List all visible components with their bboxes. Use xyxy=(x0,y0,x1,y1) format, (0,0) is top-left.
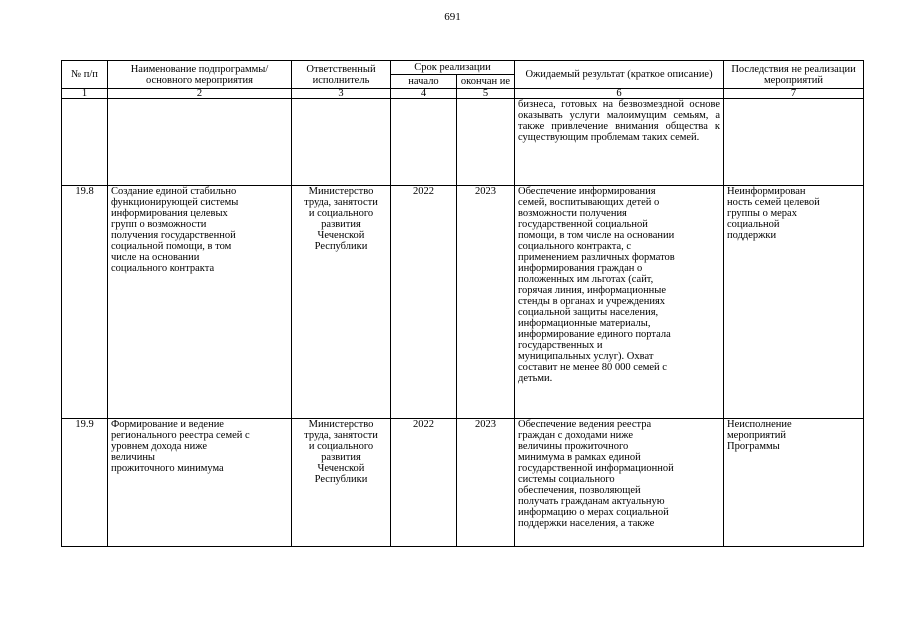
row-num: 19.8 xyxy=(62,186,108,419)
row-num: 19.9 xyxy=(62,419,108,547)
row-consequences: Неисполнение мероприятий Программы xyxy=(724,419,864,547)
header-executor: Ответственный исполнитель xyxy=(292,61,391,89)
column-number: 5 xyxy=(457,89,515,99)
table-row-19-8 xyxy=(62,186,864,419)
column-number: 7 xyxy=(724,89,864,99)
row-start: 2022 xyxy=(391,419,457,547)
header-name: Наименование подпрограммы/ основного мероприятия xyxy=(108,61,292,89)
row-name xyxy=(108,99,292,186)
row-consequences xyxy=(724,99,864,186)
header-term: Срок реализации xyxy=(391,61,515,75)
row-executor: Министерство труда, занятости и социального развития Чеченской Республики xyxy=(292,186,391,419)
row-executor: Министерство труда, занятости и социального развития Чеченской Республики xyxy=(292,419,391,547)
header-consequences: Последствия не реализации мероприятий xyxy=(724,61,864,89)
page-number: 691 xyxy=(444,11,461,23)
row-executor xyxy=(292,99,391,186)
row-result: бизнеса, готовых на безвозмездной основе оказывать услуги малоимущим семьям, а также привлечение внимания общества к существующим проблемам таких семей. xyxy=(515,99,724,186)
column-number-row xyxy=(62,89,864,99)
row-consequences: Неинформирован ность семей целевой группы о мерах социальной поддержки xyxy=(724,186,864,419)
column-number: 1 xyxy=(62,89,108,99)
column-number: 3 xyxy=(292,89,391,99)
row-end: 2023 xyxy=(457,419,515,547)
row-num xyxy=(62,99,108,186)
header-num: № п/п xyxy=(62,61,108,89)
row-start: 2022 xyxy=(391,186,457,419)
table-row-continuation xyxy=(62,99,864,186)
program-table xyxy=(61,60,864,547)
row-result: Обеспечение информирования семей, воспитывающих детей о возможности получения государственной социальной помощи, в том числе на основании социального контракта, с применением различных форматов информирования граждан о положенных им льготах (сайт, горячая линия, информационные стенды в органах и учреждениях социальной защиты населения, информационные материалы, информирование единого портала государственных и муниципальных услуг). Охват составит не менее 80 000 семей с детьми. xyxy=(515,186,724,419)
column-number: 6 xyxy=(515,89,724,99)
row-end xyxy=(457,99,515,186)
header-row xyxy=(62,61,864,75)
column-number: 2 xyxy=(108,89,292,99)
row-name: Формирование и ведение регионального реестра семей с уровнем дохода ниже величины прожиточного минимума xyxy=(108,419,292,547)
header-end: окончан ие xyxy=(457,75,515,89)
row-result: Обеспечение ведения реестра граждан с доходами ниже величины прожиточного минимума в рамках единой государственной информационной системы социального обеспечения, позволяющей получать гражданам актуальную информацию о мерах социальной поддержки населения, а также xyxy=(515,419,724,547)
row-start xyxy=(391,99,457,186)
header-result: Ожидаемый результат (краткое описание) xyxy=(515,61,724,89)
header-start: начало xyxy=(391,75,457,89)
table-row-19-9 xyxy=(62,419,864,547)
row-end: 2023 xyxy=(457,186,515,419)
row-name: Создание единой стабильно функционирующей системы информирования целевых групп о возможности получения государственной социальной помощи, в том числе на основании социального контракта xyxy=(108,186,292,419)
column-number: 4 xyxy=(391,89,457,99)
